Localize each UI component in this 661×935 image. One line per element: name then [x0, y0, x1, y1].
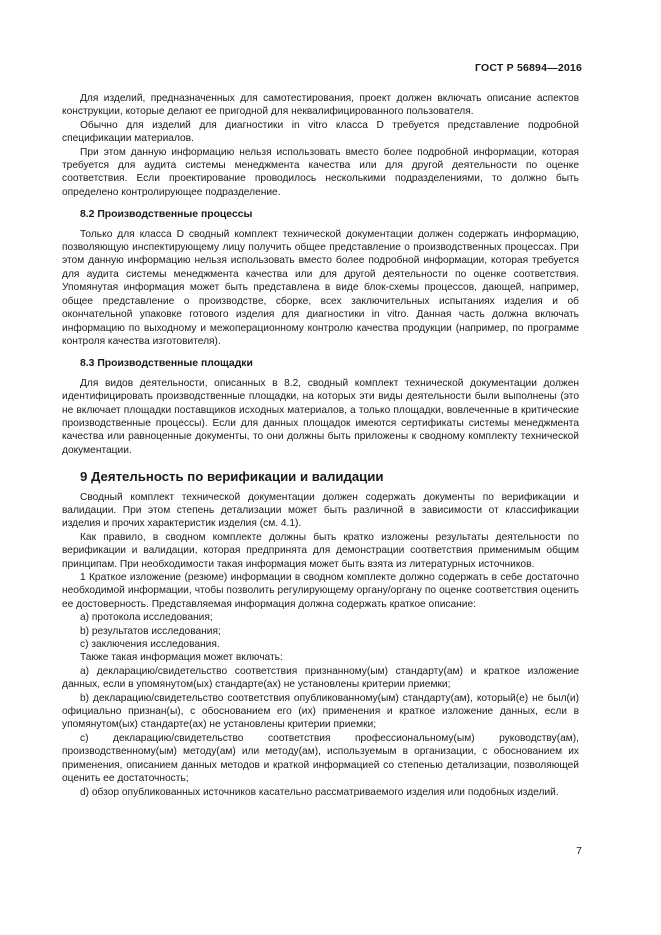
paragraph: 1 Краткое изложение (резюме) информации в сводном комплекте должно содержать в себе достаточно необходимой информации, чтобы позволить регулирующему органу/органу по оценке соответствия оценить ее достоверность. Представляемая информация должна содержать краткое описание: [62, 572, 579, 610]
list-item: c) заключения исследования. [80, 639, 220, 651]
paragraph: При этом данную информацию нельзя использовать вместо более подробной информации, которая требуется для аудита системы менеджмента качества или для другой деятельности по оценке соответствия. Если проектирование проводилось несколькими подразделениями, то должно быть определено контролирующее подразделение. [62, 146, 579, 198]
list-item: a) декларацию/свидетельство соответствия признанному(ым) стандарту(ам) и краткое изложение данных, если в упомянутом(ых) стандарте(ах) не установлены критерии приемки; [62, 665, 579, 691]
section-heading-9: 9 Деятельность по верификации и валидации [80, 469, 384, 485]
list-item: a) протокола исследования; [80, 612, 213, 624]
list-item: c) декларацию/свидетельство соответствия профессиональному(ым) руководству(ам), производственному(ым) методу(ам) или методу(ам), используемым в организации, с обоснованием их применения, описанием данных методов и краткой информацией со степенью детализации, позволяющей оценить ее достаточность; [62, 732, 579, 785]
paragraph: Для изделий, предназначенных для самотестирования, проект должен включать описание аспектов конструкции, которые делают ее пригодной для неквалифицированного пользователя. [62, 93, 579, 118]
list-item: b) результатов исследования; [80, 625, 221, 637]
page-content [62, 92, 579, 799]
paragraph: Обычно для изделий для диагностики in vitro класса D требуется представление подробной спецификации материалов. [62, 119, 579, 145]
paragraph: Сводный комплект технической документации должен содержать документы по верификации и валидации. При этом степень детализации может быть различной в зависимости от классификации изделия и прочих характеристик изделия (см. 4.1). [62, 491, 579, 530]
section-heading-8-2: 8.2 Производственные процессы [80, 209, 253, 221]
list-item: d) обзор опубликованных источников касательно рассматриваемого изделия или подобных изделий. [80, 786, 559, 798]
document-code-header: ГОСТ Р 56894—2016 [474, 62, 582, 74]
paragraph: Как правило, в сводном комплекте должны быть кратко изложены результаты деятельности по верификации и валидации, которая предпринята для демонстрации соответствия применимым общим принципам. При необходимости такая информация может быть взята из литературных источников. [62, 531, 579, 570]
list-item: b) декларацию/свидетельство соответствия опубликованному(ым) стандарту(ам), который(е) не был(и) официально признан(ы), с обоснованием его (их) применения и краткое изложение данных, если в упомянутом(ых) стандарте(ах) не установлены критерии приемки; [62, 692, 579, 731]
paragraph: Для видов деятельности, описанных в 8.2, сводный комплект технической документации должен идентифицировать производственные площадки, на которых эти виды деятельности были выполнены (это не включает площадки поставщиков исходных материалов, а только площадки, вовлеченные в критические производственные процессы). Если для данных площадок имеются сертификаты системы менеджмента качества или равноценные документы, то они должны быть приложены к сводному комплекту технической документации. [62, 377, 579, 456]
paragraph: Только для класса D сводный комплект технической документации должен содержать информацию, позволяющую инспектирующему лицу получить общее представление о производственных процессах. При этом данную информацию нельзя использовать вместо более подробной информации, которая требуется для аудита системы менеджмента качества или для другой деятельности по оценке соответствия. Упомянутая информация может быть представлена в виде блок-схемы процессов, дающей, например, общее представление о производстве, сборке, всех заключительных испытаниях изделия и об окончательной упаковке готового изделия для диагностики in vitro. Данная часть должна включать информацию по выходному и межоперационному контролю качества продукции (например, по программе контроля качества изготовителя). [62, 228, 579, 347]
page-number: 7 [576, 845, 582, 857]
paragraph: Также такая информация может включать: [80, 652, 283, 664]
section-heading-8-3: 8.3 Производственные площадки [80, 358, 253, 370]
